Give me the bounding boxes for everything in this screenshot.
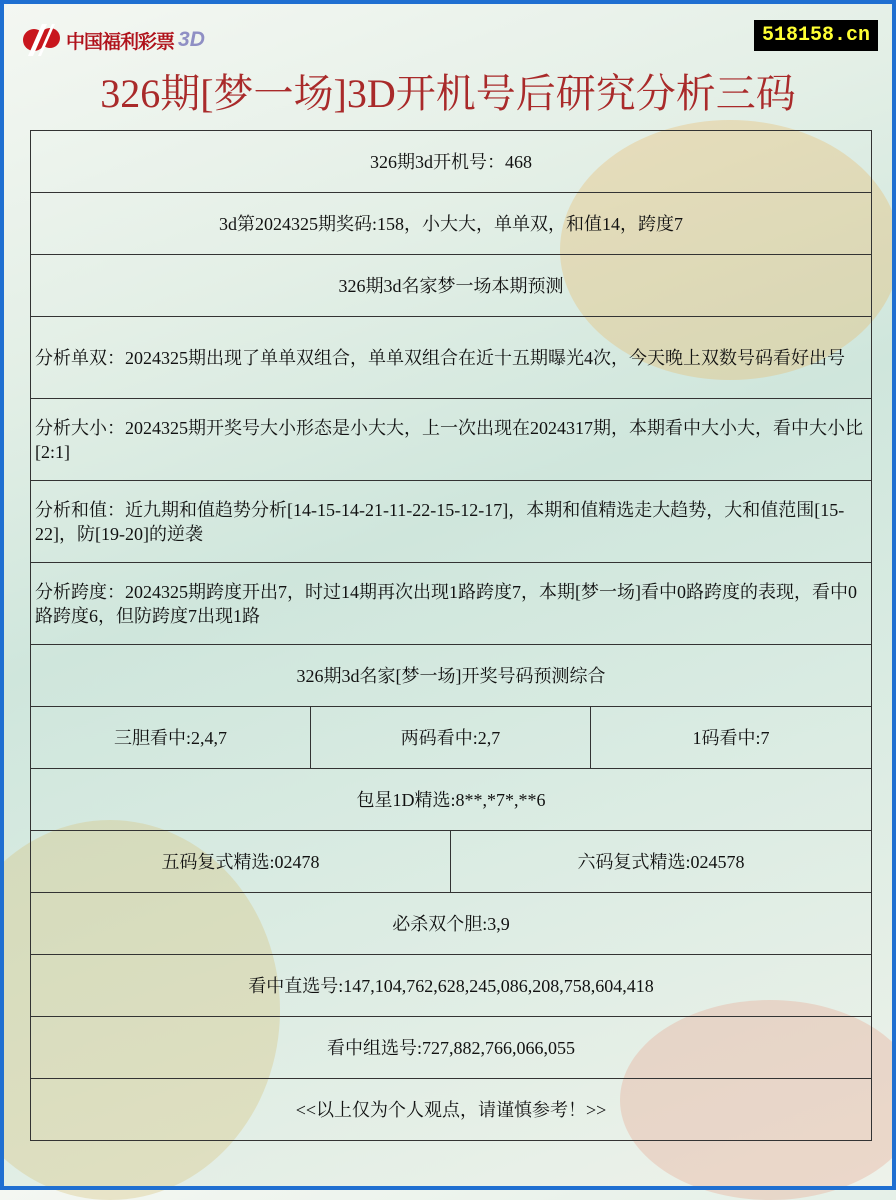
section-heading: 326期3d名家[梦一场]开奖号码预测综合 — [31, 645, 872, 707]
table-row — [31, 1079, 872, 1141]
five-code-cell: 五码复式精选:02478 — [31, 831, 451, 893]
analysis-odd-even: 分析单双：2024325期出现了单单双组合，单单双组合在近十五期曝光4次，今天晚上双数号码看好出号 — [31, 317, 872, 399]
table-row — [31, 893, 872, 955]
welfare-lottery-logo — [20, 22, 205, 58]
prediction-table — [30, 130, 872, 1141]
table-row — [31, 193, 872, 255]
two-code-cell: 两码看中:2,7 — [311, 707, 591, 769]
table-row — [31, 399, 872, 481]
lottery-logo-icon — [20, 22, 62, 58]
site-badge[interactable]: 518158.cn — [754, 20, 878, 51]
analysis-size: 分析大小：2024325期开奖号大小形态是小大大，上一次出现在2024317期，本期看中大小大，看中大小比[2:1] — [31, 399, 872, 481]
baoxing-cell: 包星1D精选:8**,*7*,**6 — [31, 769, 872, 831]
three-bold-cell: 三胆看中:2,4,7 — [31, 707, 311, 769]
direct-picks-cell: 看中直选号:147,104,762,628,245,086,208,758,604,418 — [31, 955, 872, 1017]
table-row — [31, 317, 872, 399]
logo-text: 中国福利彩票 — [66, 31, 175, 53]
table-row — [31, 563, 872, 645]
group-picks-cell: 看中组选号:727,882,766,066,055 — [31, 1017, 872, 1079]
table-row — [31, 481, 872, 563]
table-row — [31, 831, 872, 893]
one-code-cell: 1码看中:7 — [591, 707, 872, 769]
six-code-cell: 六码复式精选:024578 — [451, 831, 872, 893]
table-row — [31, 707, 872, 769]
table-row — [31, 769, 872, 831]
analysis-sum: 分析和值：近九期和值趋势分析[14-15-14-21-11-22-15-12-17]，本期和值精选走大趋势，大和值范围[15-22]，防[19-20]的逆袭 — [31, 481, 872, 563]
kaiji-cell: 326期3d开机号：468 — [31, 131, 872, 193]
kill-cell: 必杀双个胆:3,9 — [31, 893, 872, 955]
logo-3d: 3D — [178, 28, 205, 51]
last-draw-cell: 3d第2024325期奖码:158，小大大，单单双，和值14，跨度7 — [31, 193, 872, 255]
table-row — [31, 645, 872, 707]
analysis-span: 分析跨度：2024325期跨度开出7，时过14期再次出现1路跨度7，本期[梦一场]看中0路跨度的表现，看中0路跨度6，但防跨度7出现1路 — [31, 563, 872, 645]
section-heading: 326期3d名家梦一场本期预测 — [31, 255, 872, 317]
disclaimer-cell: <<以上仅为个人观点，请谨慎参考！>> — [31, 1079, 872, 1141]
table-row — [31, 255, 872, 317]
table-row — [31, 1017, 872, 1079]
table-row — [31, 131, 872, 193]
table-row — [31, 955, 872, 1017]
page-title: 326期[梦一场]3D开机号后研究分析三码 — [100, 71, 796, 116]
